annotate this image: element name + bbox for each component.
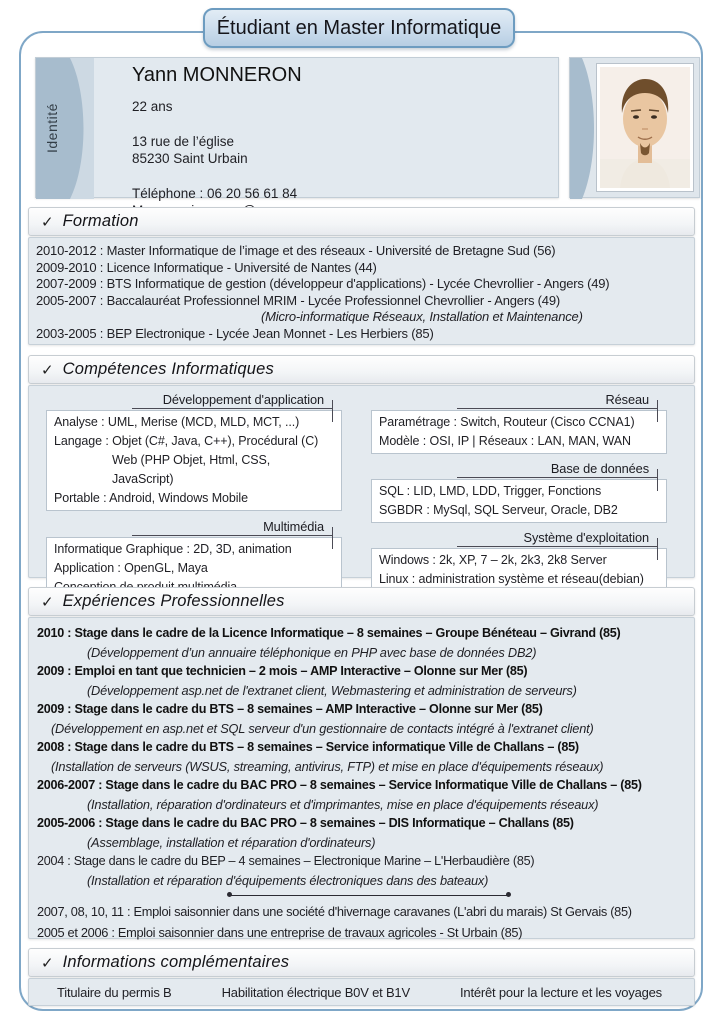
identity-panel [35, 57, 559, 201]
info-item-interets: Intérêt pour la lecture et les voyages [460, 984, 662, 1000]
experience-detail: (Développement asp.net de l'extranet client, Webmastering et administration de serveurs) [87, 683, 577, 698]
check-icon: ✓ [41, 954, 54, 972]
page-title [203, 8, 515, 48]
section-title-competences: Compétences Informatiques [62, 360, 274, 378]
skill-group-label-dev: Développement d'application [46, 390, 342, 408]
experience-title: 2010 : Stage dans le cadre de la Licence Informatique – 8 semaines – Groupe Bénéteau – Givrand (85) [37, 626, 621, 640]
person-name: Yann MONNERON [132, 64, 302, 86]
address-line-1: 13 rue de l’église [132, 134, 235, 149]
address-line-2: 85230 Saint Urbain [132, 151, 248, 166]
section-header-competences [28, 355, 695, 384]
divider-line [229, 895, 509, 897]
section-header-experiences [28, 587, 695, 616]
formation-entry: 2009-2010 : Licence Informatique - Université de Nantes (44) [36, 259, 377, 275]
section-title-formation: Formation [62, 212, 139, 230]
skill-box-bdd [371, 479, 667, 523]
competences-panel [28, 385, 695, 586]
competences-right-column [371, 390, 667, 597]
person-age: 22 ans [132, 99, 173, 114]
page-title-text: Étudiant en Master Informatique [216, 16, 502, 39]
formation-entry: 2003-2005 : BEP Electronique - Lycée Jean Monnet - Les Herbiers (85) [36, 325, 434, 341]
seasonal-job-line: 2005 et 2006 : Emploi saisonnier dans une entreprise de travaux agricoles - St Urbain (85) [37, 925, 523, 940]
experience-detail: (Assemblage, installation et réparation d'ordinateurs) [87, 835, 376, 850]
formation-entry-note: (Micro-informatique Réseaux, Installation et Maintenance) [261, 309, 583, 325]
experience-title: 2009 : Stage dans le cadre du BTS – 8 semaines – AMP Interactive – Olonne sur Mer (85) [37, 702, 543, 716]
skill-group-label-multimedia: Multimédia [46, 517, 342, 535]
photo-panel [569, 57, 700, 198]
info-item-habilitation: Habilitation électrique B0V et B1V [221, 984, 410, 1000]
skill-line: Analyse : UML, Merise (MCD, MLD, MCT, ...) [54, 415, 300, 429]
skill-line: Linux : administration système et réseau(debian) [379, 572, 644, 586]
skill-line: SGBDR : MySql, SQL Serveur, Oracle, DB2 [379, 503, 618, 517]
experience-detail: (Développement en asp.net et SQL serveur d'un gestionnaire de contacts intégré à l'extranet client) [51, 721, 594, 736]
skill-line: Paramétrage : Switch, Routeur (Cisco CCNA1) [379, 415, 635, 429]
experience-title: 2008 : Stage dans le cadre du BTS – 8 semaines – Service informatique Ville de Challans – (85) [37, 740, 579, 754]
check-icon: ✓ [41, 361, 54, 379]
skill-line: Modèle : OSI, IP | Réseaux : LAN, MAN, WAN [379, 434, 631, 448]
skill-group-label-bdd: Base de données [371, 459, 667, 477]
identity-details [132, 64, 336, 219]
experience-title: 2004 : Stage dans le cadre du BEP – 4 semaines – Electronique Marine – L'Herbaudière (85) [37, 854, 535, 868]
skill-line: Langage : Objet (C#, Java, C++), Procédural (C) [54, 434, 319, 448]
check-icon: ✓ [41, 213, 54, 231]
skill-box-dev [46, 410, 342, 511]
portrait-photo [596, 63, 694, 192]
skill-line: Windows : 2k, XP, 7 – 2k, 2k3, 2k8 Server [379, 553, 607, 567]
experience-title: 2005-2006 : Stage dans le cadre du BAC PRO – 8 semaines – DIS Informatique – Challans (85) [37, 816, 574, 830]
experience-detail: (Installation et réparation d'équipements électroniques dans des bateaux) [87, 873, 489, 888]
formation-entry: 2005-2007 : Baccalauréat Professionnel MRIM - Lycée Professionnel Chevrollier - Angers (49) [36, 292, 560, 308]
formation-entry: 2010-2012 : Master Informatique de l’image et des réseaux - Université de Bretagne Sud (56) [36, 243, 556, 258]
skill-group-label-reseau: Réseau [371, 390, 667, 408]
portrait-photo-image [600, 67, 690, 188]
section-title-experiences: Expériences Professionnelles [62, 592, 285, 610]
identity-tab-label: Identité [44, 103, 60, 154]
section-header-formation [28, 207, 695, 236]
experience-title: 2006-2007 : Stage dans le cadre du BAC PRO – 8 semaines – Service Informatique Ville de Challans – (85) [37, 778, 642, 792]
skill-line: Portable : Android, Windows Mobile [54, 491, 248, 505]
experience-detail: (Installation de serveurs (WSUS, streaming, antivirus, FTP) et mise en place d'équipements réseaux) [51, 759, 604, 774]
info-item-permis: Titulaire du permis B [57, 984, 172, 1000]
experience-detail: (Installation, réparation d'ordinateurs et d'imprimantes, mise en place d'équipements réseaux) [87, 797, 599, 812]
formation-list [28, 237, 695, 345]
skill-box-os [371, 548, 667, 592]
phone-line: Téléphone : 06 20 56 61 84 [132, 186, 298, 201]
competences-left-column [46, 390, 342, 605]
skill-line: Application : OpenGL, Maya [54, 561, 208, 575]
skill-group-label-os: Système d'exploitation [371, 528, 667, 546]
skill-line: SQL : LID, LMD, LDD, Trigger, Fonctions [379, 484, 602, 498]
skill-box-reseau [371, 410, 667, 454]
formation-entry: 2007-2009 : BTS Informatique de gestion (développeur d'applications) - Lycée Chevrollier - Angers (49) [36, 276, 610, 292]
skill-line: Informatique Graphique : 2D, 3D, animation [54, 542, 292, 556]
section-header-infos [28, 948, 695, 977]
check-icon: ✓ [41, 593, 54, 611]
seasonal-job-line: 2007, 08, 10, 11 : Emploi saisonnier dans une société d'hivernage caravanes (L'abri du marais) St Gervais (85) [37, 904, 632, 919]
infos-list [28, 978, 695, 1006]
section-title-infos: Informations complémentaires [62, 953, 290, 971]
experience-title: 2009 : Emploi en tant que technicien – 2 mois – AMP Interactive – Olonne sur Mer (85) [37, 664, 528, 678]
skill-line: Web (PHP Objet, Html, CSS, JavaScript) [112, 453, 271, 486]
experience-detail: (Développement d’un annuaire téléphonique en PHP avec base de données DB2) [87, 645, 537, 660]
experiences-list [28, 617, 695, 939]
